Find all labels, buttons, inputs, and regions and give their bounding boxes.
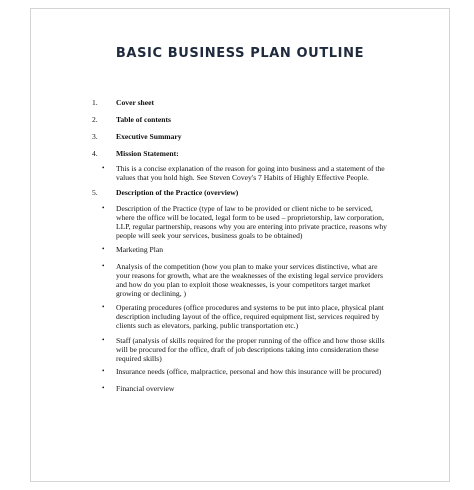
text-line: people will seek your services, business goals to be obtained) bbox=[116, 231, 303, 240]
text-line: values that you hold high. See Steven Covey's 7 Habits of Highly Effective People. bbox=[116, 173, 369, 182]
mission-bullet-text bbox=[116, 164, 406, 182]
text-line: required skills) bbox=[116, 354, 162, 363]
section-number: 4. bbox=[92, 149, 98, 158]
section-number: 3. bbox=[92, 132, 98, 141]
text-line: Marketing Plan bbox=[116, 245, 164, 254]
section-number: 5. bbox=[92, 188, 98, 197]
bullet-glyph: • bbox=[102, 336, 105, 344]
marketing-plan-text bbox=[116, 245, 406, 254]
text-line: Description of the Practice (type of law to be provided or client niche to be serviced, bbox=[116, 204, 373, 213]
practice-description-text bbox=[116, 204, 406, 240]
text-line: and how do you plan to exploit those weaknesses, is your competitors target market bbox=[116, 280, 371, 289]
operating-procedures-text bbox=[116, 303, 406, 330]
bullet-glyph: • bbox=[102, 262, 105, 270]
section-heading-table-of-contents: Table of contents bbox=[116, 115, 171, 124]
bullet-glyph: • bbox=[102, 204, 105, 212]
section-number: 2. bbox=[92, 115, 98, 124]
bullet-glyph: • bbox=[102, 384, 105, 392]
section-heading-executive-summary: Executive Summary bbox=[116, 132, 182, 141]
section-heading-mission-statement: Mission Statement: bbox=[116, 149, 179, 158]
document-page bbox=[30, 8, 450, 482]
bullet-glyph: • bbox=[102, 367, 105, 375]
section-number: 1. bbox=[92, 98, 98, 107]
text-line: LLP, regular partnership, reasons why you are entering into private practice, reasons why bbox=[116, 222, 387, 231]
text-line: description including layout of the office, required equipment list, services required by bbox=[116, 312, 380, 321]
text-line: Financial overview bbox=[116, 384, 175, 393]
text-line: Insurance needs (office, malpractice, personal and how this insurance will be procured) bbox=[116, 367, 382, 376]
text-line: This is a concise explanation of the reason for going into business and a statement of the bbox=[116, 164, 385, 173]
financial-overview-text bbox=[116, 384, 406, 393]
competition-analysis-text bbox=[116, 262, 406, 298]
text-line: growing or declining, ) bbox=[116, 289, 187, 298]
text-line: Analysis of the competition (how you plan to make your services distinctive, what are bbox=[116, 262, 378, 271]
staff-text bbox=[116, 336, 406, 363]
text-line: clients such as elevators, parking, public transportation etc.) bbox=[116, 321, 299, 330]
section-heading-description-of-practice: Description of the Practice (overview) bbox=[116, 188, 239, 197]
bullet-glyph: • bbox=[102, 164, 105, 172]
document-title: BASIC BUSINESS PLAN OUTLINE bbox=[115, 46, 365, 61]
bullet-glyph: • bbox=[102, 245, 105, 253]
text-line: will be procured for the office, draft of job descriptions taking into consideration these bbox=[116, 345, 379, 354]
text-line: Staff (analysis of skills required for the proper running of the office and how those skills bbox=[116, 336, 385, 345]
section-heading-cover-sheet: Cover sheet bbox=[116, 98, 155, 107]
bullet-glyph: • bbox=[102, 303, 105, 311]
text-line: where the office will be located, legal form to be used – proprietorship, law corporation, bbox=[116, 213, 384, 222]
text-line: your reasons for growth, what are the weaknesses of the existing legal service providers bbox=[116, 271, 383, 280]
insurance-needs-text bbox=[116, 367, 406, 376]
text-line: Operating procedures (office procedures and systems to be put into place, physical plant bbox=[116, 303, 384, 312]
